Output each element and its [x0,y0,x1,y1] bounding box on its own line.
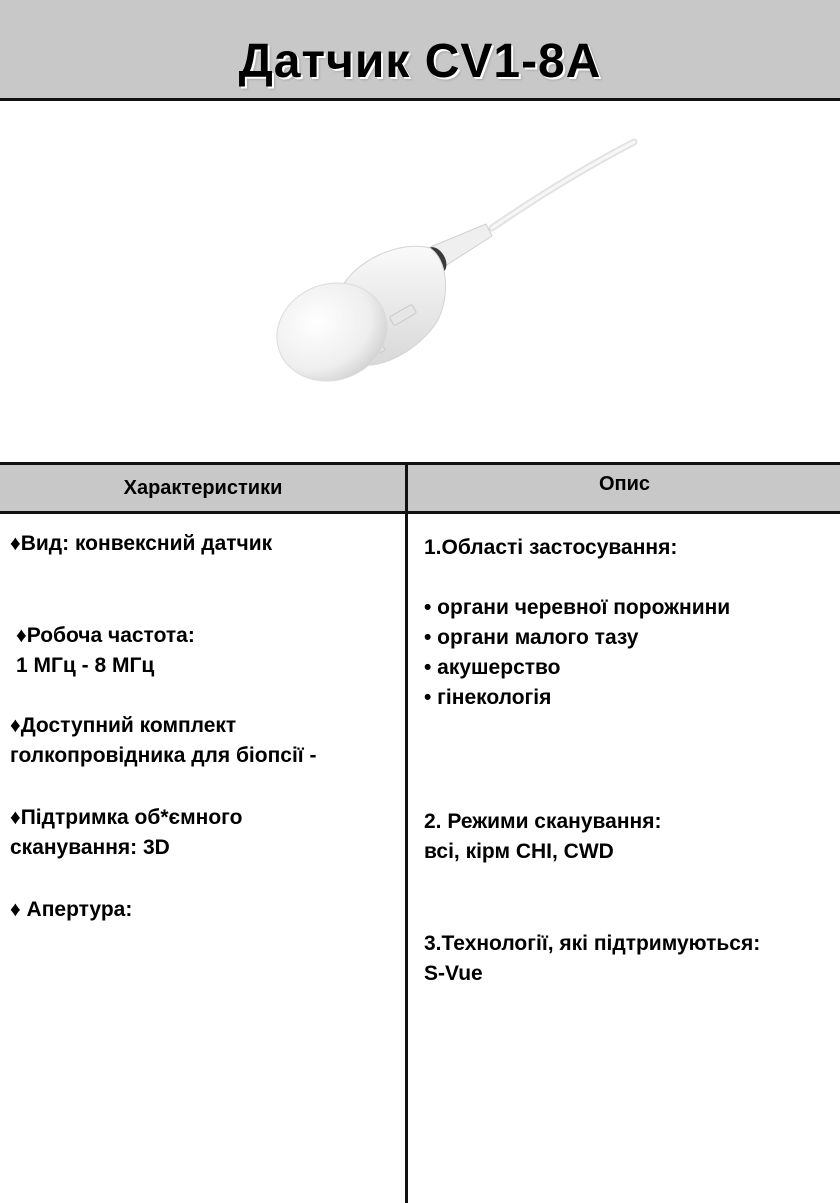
tech-value: S-Vue [424,962,483,985]
spec-aperture: ♦ Апертура: [10,898,133,921]
list-item: • органи малого тазу [424,626,639,649]
spec-frequency-label: ♦Робоча частота: [16,624,195,647]
spec-biopsy-line1: ♦Доступний комплект [10,714,237,737]
list-item: • органи черевної порожнини [424,596,731,619]
spec-volume-line1: ♦Підтримка об*ємного [10,806,243,829]
header-characteristics: Характеристики [123,477,283,499]
list-item: • акушерство [424,656,561,679]
list-item: • гінекологія [424,686,552,709]
table-header-row [0,465,840,514]
spec-type: ♦Вид: конвексний датчик [10,532,273,555]
spec-table [0,462,840,1203]
spec-biopsy-line2: голкопровідника для біопсії - [10,744,317,767]
modes-heading: 2. Режими сканування: [424,810,662,833]
modes-value: всі, кірм CHI, CWD [424,840,614,863]
areas-heading: 1.Області застосування: [424,536,678,559]
spec-volume-line2: сканування: 3D [10,836,170,859]
probe-image [260,120,640,400]
tech-heading: 3.Технології, які підтримуються: [424,932,761,955]
spec-frequency-value: 1 МГц - 8 МГц [16,654,155,677]
page-title: Датчик CV1-8A [238,35,602,88]
column-divider [405,465,408,1203]
page-header [0,0,840,101]
header-description: Опис [598,473,651,495]
